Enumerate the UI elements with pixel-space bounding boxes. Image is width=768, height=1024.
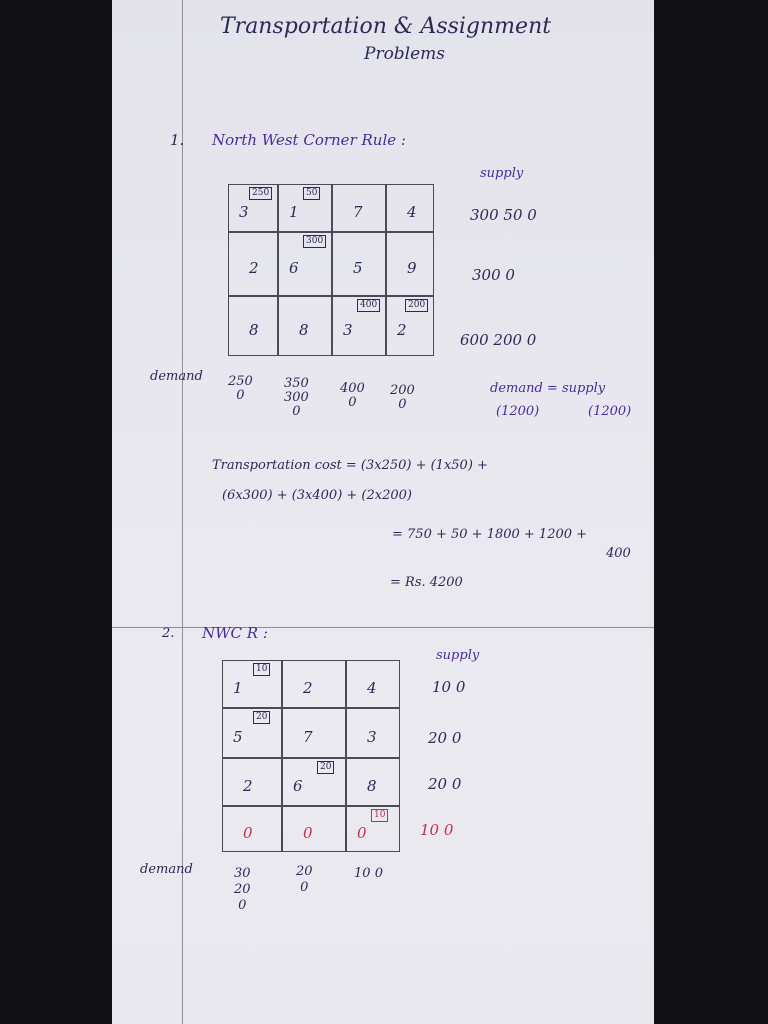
problem1-grid-cell xyxy=(386,296,434,356)
problem2-grid-allocation-box: 10 xyxy=(253,663,270,676)
problem1-cost-line: 400 xyxy=(606,546,631,561)
problem1-heading: North West Corner Rule : xyxy=(212,131,406,149)
problem2-demand-col: 10 0 xyxy=(354,866,383,881)
problem1-grid-cell xyxy=(332,184,386,232)
problem2-grid-allocation-box: 20 xyxy=(317,761,334,774)
problem2-number: 2. xyxy=(162,626,175,641)
problem1-grid-cost-value: 2 xyxy=(397,321,407,339)
problem2-grid-cell xyxy=(222,806,282,852)
problem2-grid-cell xyxy=(346,708,400,758)
problem1-grid-cost-value: 2 xyxy=(249,259,259,277)
problem2-grid-cost-value: 5 xyxy=(233,728,243,746)
problem1-grid-cell xyxy=(228,184,278,232)
problem2-supply-row: 20 0 xyxy=(428,775,462,793)
problem2-grid-cost-value: 0 xyxy=(243,824,253,842)
problem2-supply-row: 10 0 xyxy=(420,821,454,839)
problem1-grid-cell xyxy=(278,296,332,356)
problem1-cost-total: = Rs. 4200 xyxy=(390,575,463,590)
problem2-grid-cell xyxy=(282,806,346,852)
problem1-demand-col: 250 0 xyxy=(228,374,253,403)
problem1-supply-label: supply xyxy=(480,166,524,181)
problem2-grid-cost-value: 0 xyxy=(357,824,367,842)
problem2-grid-cost-value: 1 xyxy=(233,679,243,697)
problem2-grid-cost-value: 6 xyxy=(293,777,303,795)
problem1-balance: demand = supply xyxy=(490,381,606,396)
problem1-grid-cell xyxy=(278,184,332,232)
problem1-grid-cost-value: 4 xyxy=(407,203,417,221)
problem2-grid-cell xyxy=(222,660,282,708)
page-title-line1: Transportation & Assignment xyxy=(220,14,552,39)
problem2-grid-cell xyxy=(282,660,346,708)
problem2-grid-cell xyxy=(222,708,282,758)
problem2-grid-cell xyxy=(282,708,346,758)
problem2-grid-cell xyxy=(222,758,282,806)
problem1-grid-cell xyxy=(386,184,434,232)
problem1-supply-row: 600 200 0 xyxy=(460,331,537,349)
problem1-cost-line: = 750 + 50 + 1800 + 1200 + xyxy=(392,527,588,542)
problem1-grid-cost-value: 3 xyxy=(239,203,249,221)
problem2-grid-cost-value: 0 xyxy=(303,824,313,842)
problem2-grid-allocation-box: 20 xyxy=(253,711,270,724)
problem1-demand-col: 350 300 0 xyxy=(284,376,309,419)
problem1-grid xyxy=(228,184,434,356)
problem2-grid-cell xyxy=(346,758,400,806)
problem1-grid-cell xyxy=(278,232,332,296)
problem1-grid-allocation-box: 400 xyxy=(357,299,380,312)
problem1-grid-cell xyxy=(386,232,434,296)
problem1-supply-row: 300 50 0 xyxy=(470,206,537,224)
problem1-cost-line: (6x300) + (3x400) + (2x200) xyxy=(222,488,412,503)
problem2-grid-cost-value: 8 xyxy=(367,777,377,795)
problem1-grid-cost-value: 9 xyxy=(407,259,417,277)
problem2-demand-col: 20 0 xyxy=(296,864,313,895)
problem1-supply-row: 300 0 xyxy=(472,266,515,284)
notebook-page xyxy=(112,0,654,1024)
problem1-grid-allocation-box: 250 xyxy=(249,187,272,200)
problem2-supply-row: 20 0 xyxy=(428,729,462,747)
problem1-grid-allocation-box: 50 xyxy=(303,187,320,200)
problem2-grid-cell xyxy=(346,660,400,708)
problem2-demand-col: 30 20 0 xyxy=(234,866,251,913)
problem2-supply-label: supply xyxy=(436,648,480,663)
problem1-grid-allocation-box: 200 xyxy=(405,299,428,312)
problem1-grid-cost-value: 5 xyxy=(353,259,363,277)
problem2-grid-allocation-box: 10 xyxy=(371,809,388,822)
problem2-grid-cell xyxy=(282,758,346,806)
problem1-grid-cost-value: 6 xyxy=(289,259,299,277)
problem1-cost-line: Transportation cost = (3x250) + (1x50) + xyxy=(212,458,488,473)
problem2-grid-cost-value: 4 xyxy=(367,679,377,697)
problem1-grid-cell xyxy=(332,296,386,356)
problem1-balance-value: (1200) xyxy=(588,404,632,419)
problem2-grid xyxy=(222,660,408,852)
problem1-grid-cost-value: 8 xyxy=(299,321,309,339)
problem2-supply-row: 10 0 xyxy=(432,678,466,696)
problem2-grid-cost-value: 7 xyxy=(303,728,313,746)
problem2-grid-cost-value: 3 xyxy=(367,728,377,746)
problem2-demand-label: demand xyxy=(140,862,193,877)
problem1-grid-cost-value: 7 xyxy=(353,203,363,221)
problem1-grid-allocation-box: 300 xyxy=(303,235,326,248)
problem2-grid-cost-value: 2 xyxy=(303,679,313,697)
problem1-demand-label: demand xyxy=(150,369,203,384)
problem1-grid-cost-value: 3 xyxy=(343,321,353,339)
page-rule xyxy=(112,627,654,628)
problem1-grid-cost-value: 8 xyxy=(249,321,259,339)
problem1-number: 1. xyxy=(170,131,185,149)
problem1-balance-value: (1200) xyxy=(496,404,540,419)
problem1-grid-cell xyxy=(332,232,386,296)
page-title-line2: Problems xyxy=(364,44,446,64)
problem1-grid-cell xyxy=(228,232,278,296)
problem2-heading: NWC R : xyxy=(202,624,268,642)
problem2-grid-cell xyxy=(346,806,400,852)
problem1-grid-cost-value: 1 xyxy=(289,203,299,221)
problem2-grid-cost-value: 2 xyxy=(243,777,253,795)
problem1-demand-col: 200 0 xyxy=(390,383,415,412)
problem1-grid-cell xyxy=(228,296,278,356)
problem1-demand-col: 400 0 xyxy=(340,381,365,410)
